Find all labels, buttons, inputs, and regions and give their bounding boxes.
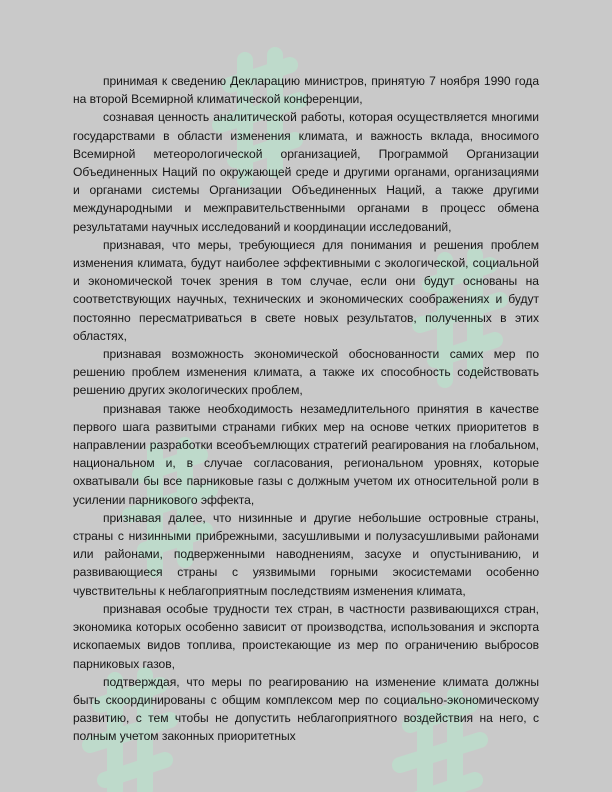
document-body — [73, 72, 539, 746]
paragraph-3: признавая, что меры, требующиеся для понимания и решения проблем изменения климата, будут наиболее эффективными с экологической, социальной и экономической точек зрения в том случае, если они будут основаны на соответствующих научных, технических и экономических соображениях и будут постоянно пересматриваться в свете новых результатов, полученных в этих областях, — [73, 237, 539, 343]
paragraph-8: подтверждая, что меры по реагированию на изменение климата должны быть скоординированы с общим комплексом мер по социально-экономическому развитию, с тем чтобы не допустить неблагоприятного воздействия на него, с полным учетом законных приоритетных — [73, 674, 539, 744]
paragraph-7: признавая особые трудности тех стран, в частности развивающихся стран, экономика которых особенно зависит от производства, использования и экспорта ископаемых видов топлива, проистекающие из мер по ограничению выбросов парниковых газов, — [73, 601, 539, 671]
paragraph-5: признавая также необходимость незамедлительного принятия в качестве первого шага развитыми странами гибких мер на основе четких приоритетов в направлении разработки всеобъемлющих стратегий реагирования на глобальном, национальном и, в случае согласования, региональном уровнях, которые охватывали бы все парниковые газы с должным учетом их относительной роли в усилении парникового эффекта, — [73, 401, 539, 507]
paragraph-1: принимая к сведению Декларацию министров, принятую 7 ноября 1990 года на второй Всемирной климатической конференции, — [73, 74, 539, 107]
paragraph-4: признавая возможность экономической обоснованности самих мер по решению проблем изменения климата, а также их способность содействовать решению других экологических проблем, — [73, 347, 539, 398]
paragraph-6: признавая далее, что низинные и другие небольшие островные страны, страны с низинными прибрежными, засушливыми и полузасушливыми районами или районами, подверженными наводнениям, засухе и опустыниванию, и развивающиеся страны с уязвимыми горными экосистемами особенно чувствительны к неблагоприятным последствиям изменения климата, — [73, 510, 539, 598]
paragraph-2: сознавая ценность аналитической работы, которая осуществляется многими государствами в области изменения климата, и важность вклада, вносимого Всемирной метеорологической организацией, Программой Организации Объединенных Наций по окружающей среде и другими органами, организациями и органами системы Организации Объединенных Наций, а также другими международными и межправительственными органами в процесс обмена результатами научных исследований и координации исследований, — [73, 110, 539, 234]
